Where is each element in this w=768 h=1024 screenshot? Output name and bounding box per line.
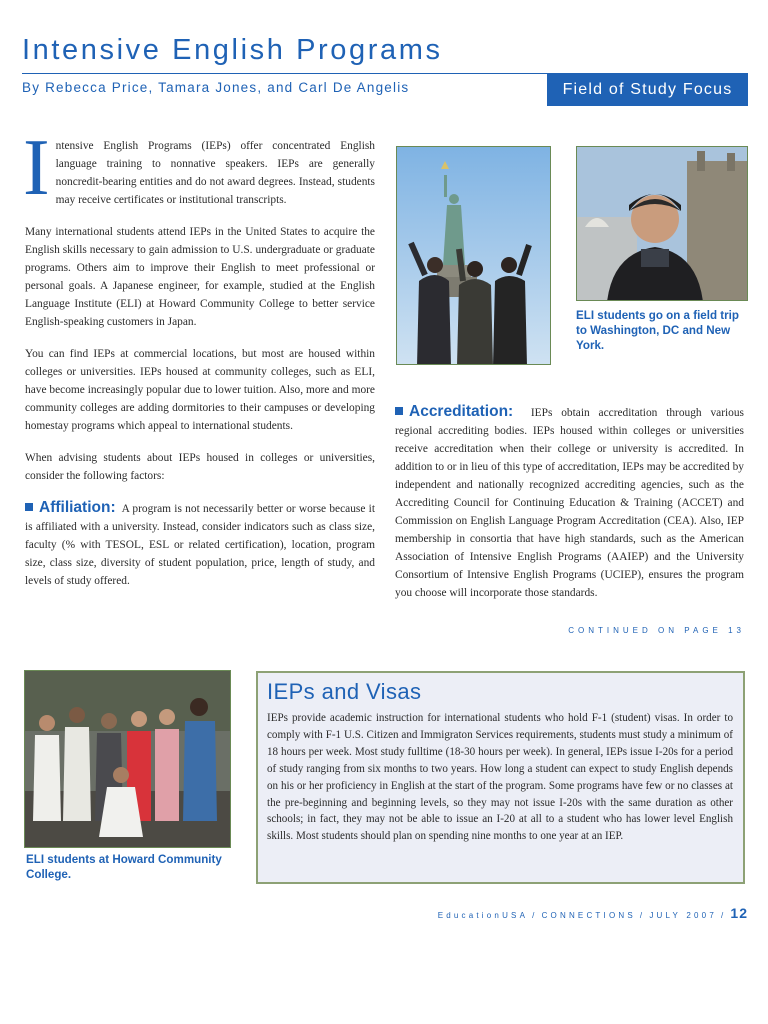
intro-paragraph <box>23 124 375 212</box>
intro-text: ntensive English Programs (IEPs) offer concentrated English language training to nonnative speakers. IEPs are generally noncredit-bearing entities and do not award degrees. Instead, students may receive certificates or institutional transcripts. <box>55 140 375 206</box>
washington-dc-photo <box>576 146 748 301</box>
bullet-square-icon <box>25 503 33 511</box>
visa-sidebar <box>256 671 745 884</box>
page-title: Intensive English Programs <box>22 34 443 66</box>
footer-publication: EducationUSA <box>437 911 529 920</box>
footer-section: CONNECTIONS <box>541 911 636 920</box>
visa-sidebar-text: IEPs provide academic instruction for international students who hold F-1 (student) visas. In order to comply with F-1 U.S. Citizen and Immigraton Services requirements, students must study a minimum of 18 hours per week. Most study fulltime (18-30 hours per week). In general, IEPs issue I-20s for a period of study ranging from six months to two years. How long a student can expect to study English depends on his or her proficiency in English at the start of the program. Some programs have few or no classes at the pre-beginning and beginning levels, so they may not issue I-20s with the same duration as other schools; in fact, they may not be able to issue an I-20 at all to a student who has lower level English skills. Most students should plan on spending nine months to one year at an IEP. <box>267 712 733 843</box>
howard-college-caption: ELI students at Howard Community College. <box>26 853 222 881</box>
visa-sidebar-title: IEPs and Visas <box>267 679 422 704</box>
drop-cap: I <box>23 124 50 212</box>
howard-college-photo <box>24 670 231 848</box>
left-column <box>23 124 375 604</box>
affiliation-heading: Affiliation: <box>39 499 116 516</box>
student-group-illustration <box>25 671 231 848</box>
washington-dc-illustration <box>577 147 748 301</box>
paragraph-2: Many international students attend IEPs in the United States to acquire the English skills necessary to gain admission to U.S. undergraduate or graduate programs. Others aim to improve their English to meet professional or personal goals. A Japanese engineer, for example, studied at the English Language Institute (ELI) at Howard Community College to better service English-speaking customers in Japan. <box>25 226 375 328</box>
statue-of-liberty-photo <box>396 146 551 365</box>
accreditation-paragraph <box>395 403 744 602</box>
section-banner: Field of Study Focus <box>547 74 748 106</box>
page-footer <box>380 905 748 921</box>
accreditation-heading: Accreditation: <box>409 403 514 420</box>
paragraph-4: When advising students about IEPs housed in colleges or universities, consider the following factors: <box>25 452 375 482</box>
footer-separator: / <box>532 911 538 920</box>
footer-separator: / <box>720 911 727 920</box>
right-column <box>395 403 744 602</box>
affiliation-text: A program is not necessarily better or worse because it is affiliated with a university. Instead, consider indicators such as class size, faculty (% with TESOL, ESL or related certification), location, program size, class size, diversity of student population, price, length of study, and levels of study offered. <box>25 503 375 587</box>
bullet-square-icon <box>395 407 403 415</box>
affiliation-paragraph <box>25 499 375 590</box>
accreditation-text: IEPs obtain accreditation through various regional accrediting bodies. IEPs housed within colleges or universities receive accreditation when their college or university is accredited. In addition to or in lieu of this type of accreditation, IEPs may be accredited by independent and nationally recognized accrediting agencies, such as the Accrediting Council for Continuing Education & Training (ACCET) and Commission on English Language Program Accreditation (CEA). Also, IEP membership in consortia that have high standards, such as the American Association of Intensive English Programs (AAIEP) and the University Consortium of Intensive English Programs (UCIEP), ensures the program you choose will incorporate those standards. <box>395 407 744 599</box>
continued-notice: CONTINUED ON PAGE 13 <box>568 626 745 635</box>
page-number: 12 <box>730 905 748 921</box>
byline: By Rebecca Price, Tamara Jones, and Carl De Angelis <box>22 80 410 95</box>
paragraph-3: You can find IEPs at commercial locations, but most are housed within colleges or universities. IEPs housed at community colleges, such as ELI, have become increasingly popular due to lower tuition. Also, more and more community colleges are adding dormitories to their campuses or developing homestay programs which appeal to international students. <box>25 348 375 432</box>
field-trip-caption: ELI students go on a field trip to Washington, DC and New York. <box>576 309 739 352</box>
footer-separator: / <box>639 911 646 920</box>
footer-date: JULY 2007 <box>649 911 717 920</box>
statue-of-liberty-illustration <box>397 147 551 365</box>
